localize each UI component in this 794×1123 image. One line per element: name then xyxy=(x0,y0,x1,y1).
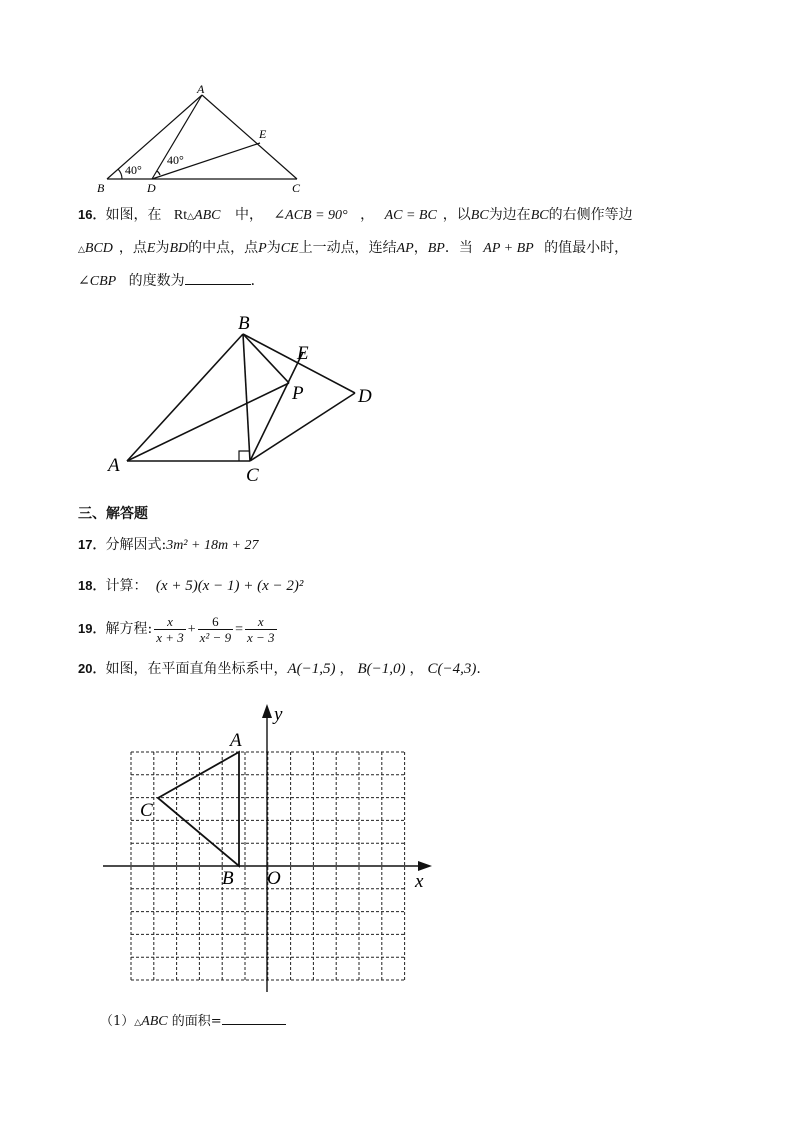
figure-coordinate-grid xyxy=(100,700,440,1000)
label-b: B xyxy=(222,868,234,889)
answer-blank-20-1[interactable] xyxy=(222,1010,286,1025)
fraction-3: $\frac{x}{x - 3}$ xyxy=(247,613,275,645)
label-d: D xyxy=(358,386,372,407)
q16-line3: ∠CBP 的度数为 ． xyxy=(78,270,265,292)
label-b: B xyxy=(97,181,105,195)
label-p: P xyxy=(292,383,304,404)
label-c: C xyxy=(140,800,153,821)
q19: 19．解方程: $\frac{x}{x + 3}$ + $\frac{6}{\text{x² − 9}}$ = $\frac{x}{x - 3}$ xyxy=(78,613,275,645)
label-x: x xyxy=(415,871,424,892)
section-heading: 三、解答题 xyxy=(78,505,148,521)
label-a: A xyxy=(108,455,120,476)
label-c: C xyxy=(246,465,259,486)
q16-line2: △BCD ，点E为BD的中点，点P为CE上一动点，连结AP，BP．当 AP + BP 的值最小时， xyxy=(78,240,629,256)
q16-line1: 16．如图，在 Rt△ABC 中， ∠ACB = 90° ， AC = BC ，以BC为边在BC的右侧作等边 xyxy=(78,207,633,223)
q20: 20．如图，在平面直角坐标系中，A(−1,5) ， B(−1,0) ， C(−4,3). xyxy=(78,661,481,677)
label-o: O xyxy=(267,868,281,889)
figure-triangle-abd xyxy=(90,80,320,198)
label-c: C xyxy=(292,181,301,195)
label-y: y xyxy=(274,704,283,725)
answer-blank-16[interactable] xyxy=(185,270,251,285)
fraction-1: $\frac{x}{x + 3}$ xyxy=(156,613,184,645)
angle-label-d: 40° xyxy=(167,153,184,167)
label-e: E xyxy=(259,127,267,141)
label-b: B xyxy=(238,313,250,334)
label-e: E xyxy=(297,343,309,364)
label-d: D xyxy=(147,181,156,195)
label-a: A xyxy=(197,82,205,96)
q18: 18．计算： (x + 5)(x − 1) + (x − 2)² xyxy=(78,578,304,594)
figure-triangle-abc-bcd xyxy=(100,310,390,490)
label-a: A xyxy=(230,730,242,751)
q20-part1: （1）△ABC 的面积= xyxy=(100,1010,286,1033)
q17: 17．分解因式:3m² + 18m + 27 xyxy=(78,537,259,553)
fraction-2: $\frac{6}{\text{x² − 9}}$ xyxy=(199,613,232,645)
angle-label-b: 40° xyxy=(125,163,142,177)
